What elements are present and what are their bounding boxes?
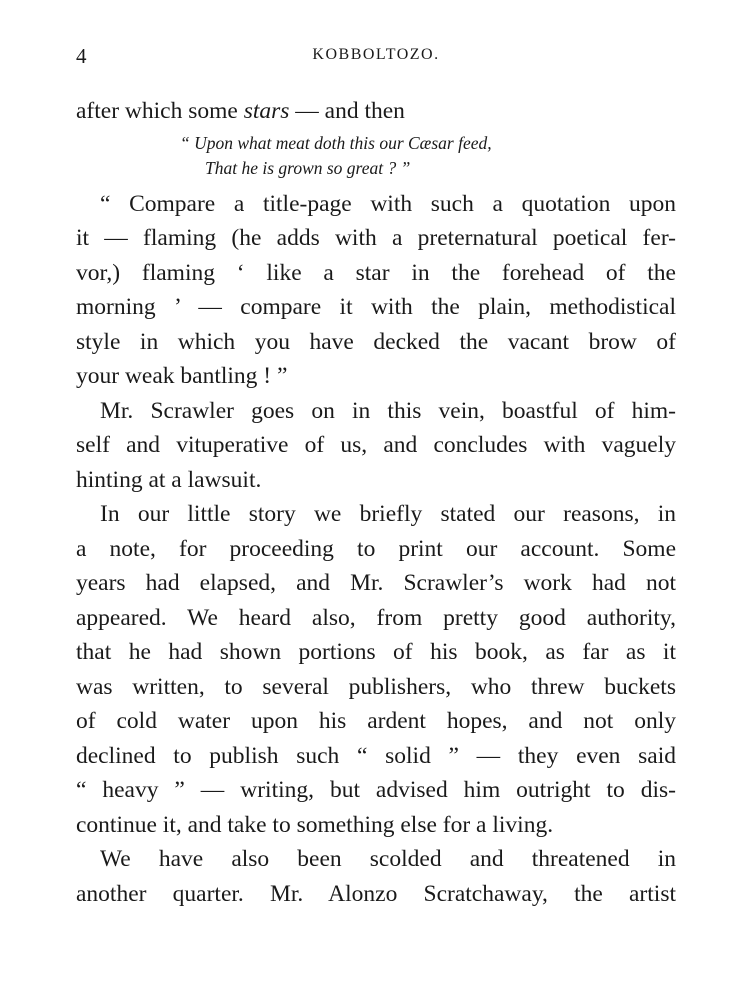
paragraph-2 — [76, 394, 676, 498]
text-line: vor,) flaming ‘ like a star in the forehead of the — [76, 259, 676, 286]
text-line: In our little story we briefly stated our reasons, in — [100, 501, 676, 527]
text-line: appeared. We heard also, from pretty good authority, — [76, 604, 676, 631]
quote-line: That he is grown so great ? ” — [205, 157, 411, 178]
paragraph-1 — [76, 187, 676, 394]
running-head: KOBBOLTOZO. — [312, 46, 440, 63]
quote-line: “ Upon what meat doth this our Cæsar feed, — [180, 132, 492, 153]
text-line — [76, 94, 676, 129]
text-line: a note, for proceeding to print our account. Some — [76, 535, 676, 562]
text-line: Mr. Scrawler goes on in this vein, boastful of him- — [100, 397, 676, 424]
text-line: morning ’ — compare it with the plain, methodistical — [76, 294, 676, 320]
text-line: it — flaming (he adds with a preternatural poetical fer- — [76, 225, 676, 251]
text-line: your weak bantling ! ” — [76, 363, 288, 389]
verse-quotation — [180, 131, 676, 181]
text-line: continue it, and take to something else for a living. — [76, 811, 554, 838]
body-text — [76, 94, 676, 911]
text-line: self and vituperative of us, and concludes with vaguely — [76, 432, 676, 458]
page-number: 4 — [76, 44, 87, 68]
text-line: “ Compare a title-page with such a quotation upon — [100, 190, 676, 217]
text-line: another quarter. Mr. Alonzo Scratchaway, the artist — [76, 880, 676, 907]
text-line: years had elapsed, and Mr. Scrawler’s work had not — [76, 570, 676, 596]
page-header — [76, 44, 676, 74]
text-line: “ heavy ” — writing, but advised him outright to dis- — [76, 777, 676, 803]
text-line: declined to publish such “ solid ” — they even said — [76, 742, 676, 769]
text-line: was written, to several publishers, who threw buckets — [76, 673, 676, 700]
text-fragment: after which some — [76, 98, 244, 124]
paragraph-3 — [76, 497, 676, 842]
text-line: We have also been scolded and threatened in — [100, 846, 676, 872]
italic-fragment: stars — [243, 98, 290, 124]
text-line: hinting at a lawsuit. — [76, 466, 262, 493]
text-fragment: — and then — [289, 98, 405, 124]
text-line: of cold water upon his ardent hopes, and not only — [76, 708, 676, 734]
paragraph-4 — [76, 842, 676, 911]
text-line: that he had shown portions of his book, as far as it — [76, 639, 676, 665]
text-line: style in which you have decked the vacant brow of — [76, 328, 676, 355]
